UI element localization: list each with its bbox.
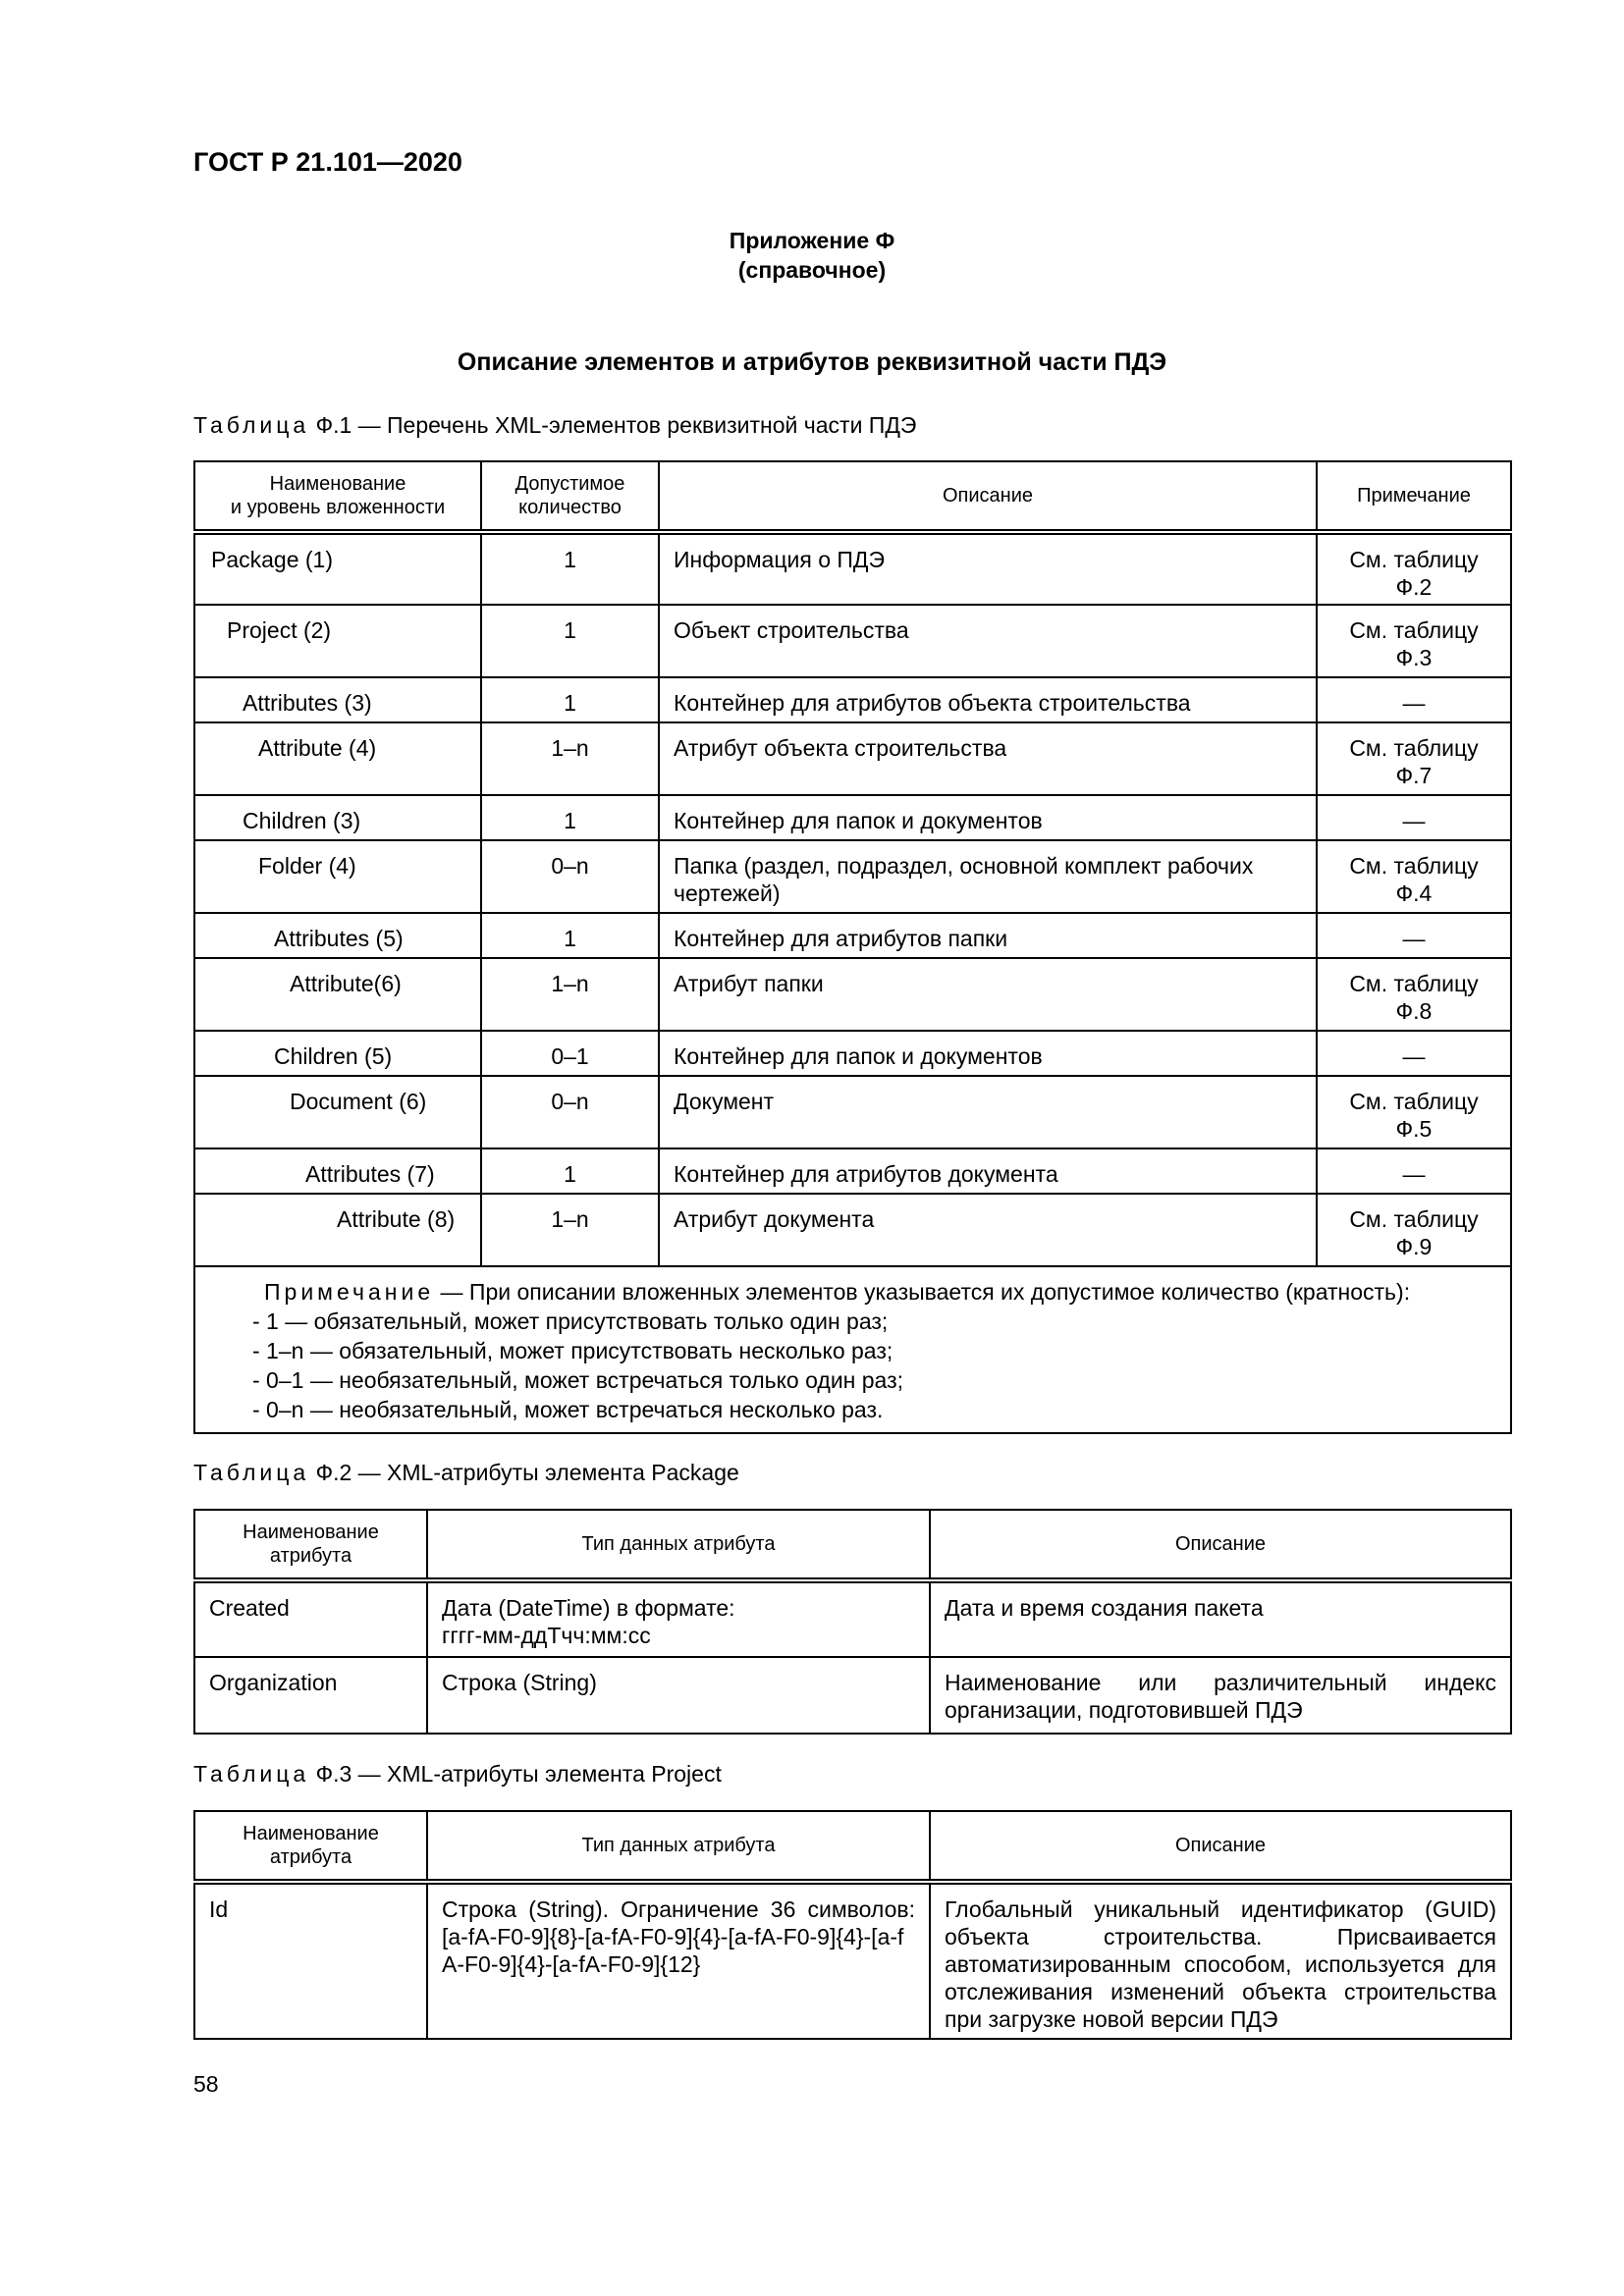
element-count: 1 (564, 547, 576, 572)
element-note: См. таблицу Ф.8 (1349, 971, 1479, 1024)
table2-header-row (194, 1510, 1511, 1580)
element-description: Папка (раздел, подраздел, основной комплект рабочих чертежей) (674, 853, 1254, 906)
element-count: 1–n (551, 1206, 589, 1232)
element-description: Контейнер для атрибутов папки (674, 926, 1008, 951)
table3-header-type: Тип данных атрибута (427, 1811, 930, 1882)
element-note: — (1402, 808, 1426, 833)
footnote-item: - 1–n — обязательный, может присутствовать несколько раз; (252, 1338, 893, 1363)
table-row (194, 677, 1511, 722)
element-note: См. таблицу Ф.5 (1349, 1089, 1479, 1142)
table3-caption (193, 1761, 722, 1788)
table1-header-count: Допустимое количество (481, 461, 659, 532)
standard-code: ГОСТ Р 21.101—2020 (193, 147, 462, 177)
element-description: Контейнер для папок и документов (674, 808, 1043, 833)
element-count: 0–1 (551, 1043, 589, 1069)
table1-caption-word: Таблица (193, 412, 310, 438)
element-description: Атрибут папки (674, 971, 824, 996)
element-note: См. таблицу Ф.2 (1349, 547, 1479, 600)
element-description: Информация о ПДЭ (674, 547, 886, 572)
element-count: 1 (564, 690, 576, 716)
footnote-item: - 0–n — необязательный, может встречаться несколько раз. (252, 1397, 884, 1422)
table1-header-note: Примечание (1317, 461, 1511, 532)
element-note: — (1402, 1161, 1426, 1187)
table3-caption-word: Таблица (193, 1761, 310, 1787)
element-note: — (1402, 926, 1426, 951)
element-note: См. таблицу Ф.4 (1349, 853, 1479, 906)
attribute-description: Наименование или различительный индекс организации, подготовившей ПДЭ (945, 1670, 1496, 1723)
attribute-type: Дата (DateTime) в формате: гггг-мм-ддТчч:мм:сс (442, 1595, 735, 1648)
element-description: Объект строительства (674, 617, 909, 643)
table2-header-type: Тип данных атрибута (427, 1510, 930, 1580)
table2-header-name: Наименование атрибута (194, 1510, 427, 1580)
footnote-label: Примечание (264, 1279, 435, 1305)
attribute-name: Id (209, 1896, 229, 1922)
table2-caption-text: Ф.2 — XML-атрибуты элемента Package (309, 1460, 739, 1485)
element-count: 1 (564, 1161, 576, 1187)
table1-caption (193, 412, 916, 439)
table-row (194, 913, 1511, 958)
element-count: 0–n (551, 853, 589, 879)
element-name: Folder (4) (258, 853, 356, 879)
table2-header-description: Описание (930, 1510, 1511, 1580)
element-name: Attributes (5) (274, 926, 404, 951)
element-count: 0–n (551, 1089, 589, 1114)
table1-header-name: Наименование и уровень вложенности (194, 461, 481, 532)
table-row (194, 1148, 1511, 1194)
table2-package-attributes (193, 1509, 1512, 1735)
table-row (194, 605, 1511, 677)
table3-header-name: Наименование атрибута (194, 1811, 427, 1882)
element-count: 1 (564, 617, 576, 643)
table3-project-attributes (193, 1810, 1512, 2040)
attribute-name: Organization (209, 1670, 338, 1695)
table-row (194, 840, 1511, 913)
footnote-intro: Примечание — При описании вложенных элементов указывается их допустимое количество (кратность): (264, 1279, 1411, 1305)
element-note: См. таблицу Ф.9 (1349, 1206, 1479, 1259)
table-row (194, 1657, 1511, 1734)
element-note: См. таблицу Ф.3 (1349, 617, 1479, 670)
table-row (194, 958, 1511, 1031)
element-note: — (1402, 1043, 1426, 1069)
attribute-description: Дата и время создания пакета (945, 1595, 1264, 1621)
table1-header-row (194, 461, 1511, 532)
table1-header-description: Описание (659, 461, 1317, 532)
element-description: Атрибут объекта строительства (674, 735, 1007, 761)
table1-caption-text: Ф.1 — Перечень XML-элементов реквизитной части ПДЭ (309, 412, 917, 438)
attribute-type: Строка (String). Ограничение 36 символов: [a-fA-F0-9]{8}-[a-fA-F0-9]{4}-[a-fA-F0-9]{4}-[a-fA-F0-9]{4}-[a-fA-F0-9]{12} (442, 1896, 915, 1977)
element-name: Attributes (7) (305, 1161, 435, 1187)
table3-header-row (194, 1811, 1511, 1882)
element-description: Атрибут документа (674, 1206, 875, 1232)
element-count: 1 (564, 808, 576, 833)
table2-caption (193, 1460, 739, 1486)
element-name: Document (6) (290, 1089, 427, 1114)
table-row (194, 722, 1511, 795)
annex-type: (справочное) (737, 257, 887, 283)
table1-footnote (194, 1266, 1511, 1433)
element-name: Attributes (3) (243, 690, 372, 716)
element-description: Контейнер для папок и документов (674, 1043, 1043, 1069)
element-note: — (1402, 690, 1426, 716)
element-name: Attribute(6) (290, 971, 402, 996)
element-description: Документ (674, 1089, 775, 1114)
table-row (194, 1076, 1511, 1148)
annex-title: Приложение Ф (729, 228, 895, 253)
attribute-type: Строка (String) (442, 1670, 597, 1695)
element-count: 1 (564, 926, 576, 951)
element-count: 1–n (551, 735, 589, 761)
table-row (194, 1580, 1511, 1657)
element-name: Attribute (8) (337, 1206, 456, 1232)
element-description: Контейнер для атрибутов объекта строительства (674, 690, 1191, 716)
attribute-name: Created (209, 1595, 290, 1621)
table-row (194, 1194, 1511, 1266)
footnote-item: - 1 — обязательный, может присутствовать только один раз; (252, 1308, 889, 1334)
table2-caption-word: Таблица (193, 1460, 310, 1485)
element-name: Package (1) (211, 547, 334, 572)
element-name: Children (3) (243, 808, 361, 833)
element-name: Project (2) (227, 617, 332, 643)
element-description: Контейнер для атрибутов документа (674, 1161, 1058, 1187)
table-row (194, 532, 1511, 605)
table-row (194, 795, 1511, 840)
table-row (194, 1882, 1511, 2039)
annex-heading (0, 226, 1624, 285)
section-title: Описание элементов и атрибутов реквизитной части ПДЭ (457, 348, 1167, 376)
attribute-description: Глобальный уникальный идентификатор (GUID) объекта строительства. Присваивается автоматизированным способом, используется для отслеживания изменений объекта строительства при загрузке новой версии ПДЭ (945, 1896, 1496, 2032)
element-name: Attribute (4) (258, 735, 377, 761)
element-count: 1–n (551, 971, 589, 996)
table-row (194, 1031, 1511, 1076)
footnote-item: - 0–1 — необязательный, может встречаться только один раз; (252, 1367, 904, 1393)
table1-elements (193, 460, 1512, 1434)
table3-header-description: Описание (930, 1811, 1511, 1882)
element-note: См. таблицу Ф.7 (1349, 735, 1479, 788)
table3-caption-text: Ф.3 — XML-атрибуты элемента Project (309, 1761, 722, 1787)
page-number: 58 (193, 2071, 219, 2097)
element-name: Children (5) (274, 1043, 393, 1069)
